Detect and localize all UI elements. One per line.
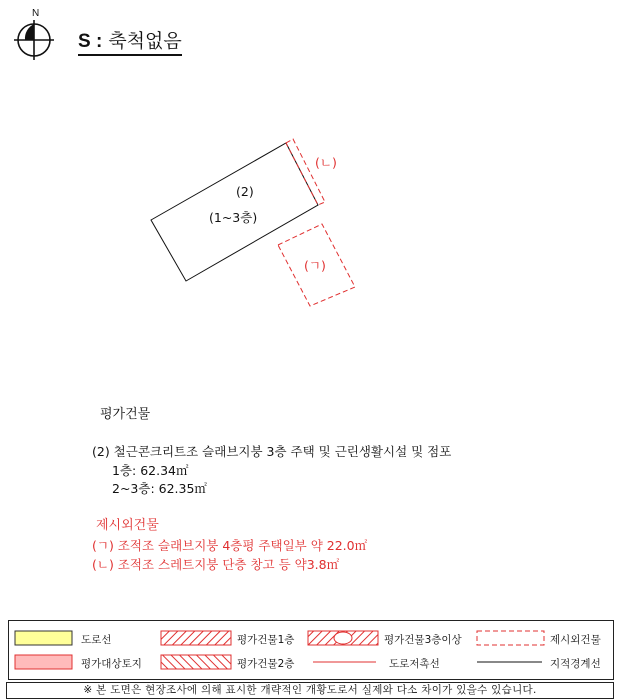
north-letter: N	[32, 8, 40, 19]
scale-value: 축척없음	[108, 30, 182, 52]
legend-eval-1f: 평가건물1층	[237, 634, 295, 646]
excluded-line-1: (ㄱ) 조적조 슬래브지붕 4층평 주택일부 약 22.0㎡	[92, 538, 368, 553]
legend-eval-2f: 평가건물2층	[237, 658, 295, 670]
legend-road-line-swatch	[15, 631, 72, 645]
annex-b-label: (ㄴ)	[315, 155, 337, 170]
legend	[8, 620, 614, 680]
annex-b-outline	[286, 139, 325, 205]
legend-eval-1f-swatch	[161, 631, 231, 645]
evaluated-line-2: 1층: 62.34㎡	[112, 463, 189, 478]
legend-road-setback: 도로저촉선	[389, 658, 440, 670]
legend-excluded: 제시외건물	[550, 634, 601, 646]
building-floors-label: (1~3층)	[209, 210, 258, 225]
legend-cadastral: 지적경계선	[550, 658, 601, 670]
excluded-heading: 제시외건물	[96, 518, 159, 533]
legend-road-line: 도로선	[81, 634, 112, 646]
footer-note: ※ 본 도면은 현장조사에 의해 표시한 개략적인 개황도로서 실제와 다소 차이가 있을수 있습니다.	[6, 682, 614, 699]
legend-eval-3f: 평가건물3층이상	[384, 634, 462, 646]
legend-excluded-swatch	[477, 631, 544, 645]
evaluated-line-1: (2) 철근콘크리트조 슬래브지붕 3층 주택 및 근린생활시설 및 점포	[92, 444, 452, 459]
excluded-line-2: (ㄴ) 조적조 스레트지붕 단층 창고 등 약3.8㎡	[92, 557, 340, 572]
building-no-label: (2)	[236, 184, 254, 199]
legend-eval-land-swatch	[15, 655, 72, 669]
evaluated-heading: 평가건물	[100, 407, 151, 422]
legend-eval-land: 평가대상토지	[81, 658, 142, 670]
legend-eval-2f-swatch	[161, 655, 231, 669]
scale-key: S :	[78, 31, 103, 52]
evaluated-line-3: 2~3층: 62.35㎡	[112, 481, 207, 496]
annex-a-label: (ㄱ)	[304, 258, 326, 273]
